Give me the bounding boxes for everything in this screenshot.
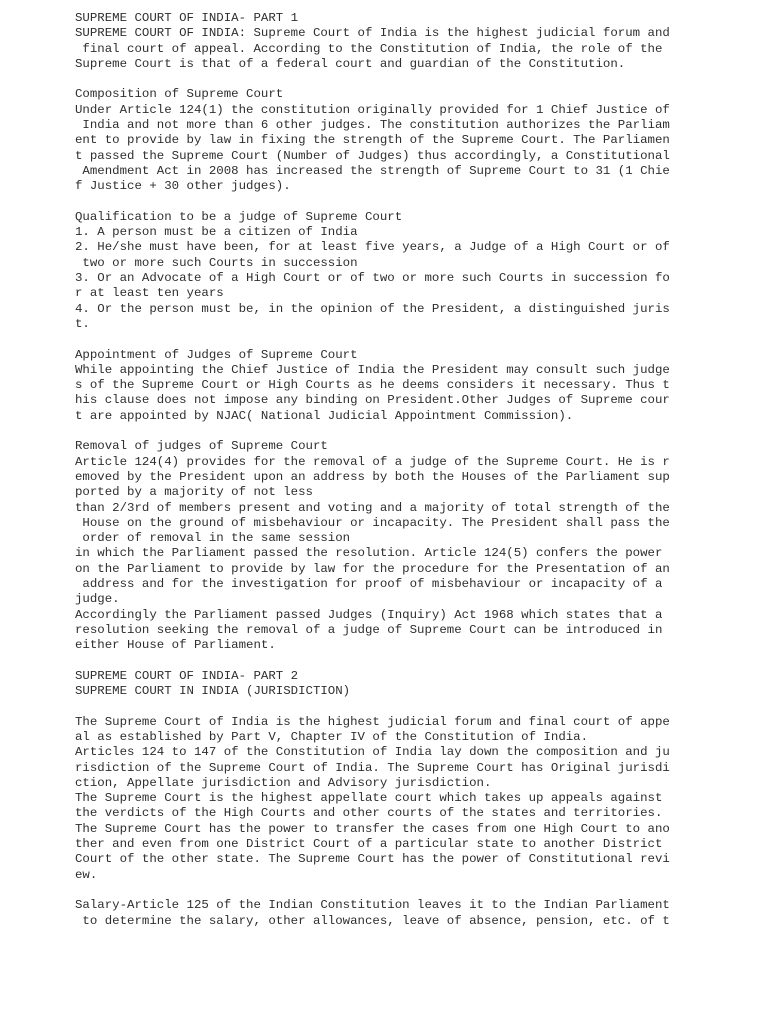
text-line: Amendment Act in 2008 has increased the strength of Supreme Court to 31 (1 Chie	[75, 163, 670, 178]
text-paragraph	[75, 715, 695, 883]
text-line: Composition of Supreme Court	[75, 87, 284, 102]
text-line: either House of Parliament.	[75, 638, 276, 653]
text-paragraph	[75, 87, 695, 194]
text-line: Under Article 124(1) the constitution originally provided for 1 Chief Justice of	[75, 102, 670, 117]
text-line: t passed the Supreme Court (Number of Judges) thus accordingly, a Constitutional	[75, 148, 670, 163]
document-body	[75, 11, 695, 929]
text-line: final court of appeal. According to the Constitution of India, the role of the	[75, 41, 663, 56]
text-line: ported by a majority of not less	[75, 485, 313, 500]
text-line: Court of the other state. The Supreme Court has the power of Constitutional revi	[75, 852, 670, 867]
text-line: s of the Supreme Court or High Courts as he deems considers it necessary. Thus t	[75, 378, 670, 393]
text-line: t.	[75, 316, 90, 331]
text-paragraph	[75, 898, 695, 929]
text-line: The Supreme Court has the power to transfer the cases from one High Court to ano	[75, 821, 670, 836]
text-line: SUPREME COURT OF INDIA- PART 1	[75, 11, 299, 25]
text-line: ew.	[75, 867, 98, 882]
text-line: on the Parliament to provide by law for the procedure for the Presentation of an	[75, 561, 670, 576]
text-line: risdiction of the Supreme Court of India. The Supreme Court has Original jurisdi	[75, 760, 670, 775]
text-line: India and not more than 6 other judges. The constitution authorizes the Parliam	[75, 118, 670, 133]
text-line: than 2/3rd of members present and voting and a majority of total strength of the	[75, 500, 670, 515]
text-line: ction, Appellate jurisdiction and Advisory jurisdiction.	[75, 775, 492, 790]
text-line: order of removal in the same session	[75, 531, 351, 546]
text-paragraph	[75, 669, 695, 700]
text-line: resolution seeking the removal of a judge of Supreme Court can be introduced in	[75, 622, 663, 637]
text-line: House on the ground of misbehaviour or incapacity. The President shall pass the	[75, 515, 670, 530]
text-line: SUPREME COURT OF INDIA- PART 2	[75, 668, 299, 683]
text-line: While appointing the Chief Justice of India the President may consult such judge	[75, 362, 670, 377]
text-line: ent to provide by law in fixing the strength of the Supreme Court. The Parliamen	[75, 133, 670, 148]
text-line: SUPREME COURT OF INDIA: Supreme Court of India is the highest judicial forum and	[75, 26, 670, 41]
text-line: address and for the investigation for proof of misbehaviour or incapacity of a	[75, 576, 663, 591]
text-line: ther and even from one District Court of a particular state to another District	[75, 837, 663, 852]
text-line: Supreme Court is that of a federal court and guardian of the Constitution.	[75, 56, 626, 71]
text-paragraph	[75, 210, 695, 332]
text-line: Salary-Article 125 of the Indian Constitution leaves it to the Indian Parliament	[75, 898, 670, 913]
text-paragraph	[75, 348, 695, 424]
text-line: r at least ten years	[75, 286, 224, 301]
text-paragraph	[75, 11, 695, 72]
text-line: emoved by the President upon an address by both the Houses of the Parliament sup	[75, 469, 670, 484]
text-line: in which the Parliament passed the resolution. Article 124(5) confers the power	[75, 546, 663, 561]
text-line: 4. Or the person must be, in the opinion of the President, a distinguished juris	[75, 301, 670, 316]
text-line: two or more such Courts in succession	[75, 255, 358, 270]
text-line: the verdicts of the High Courts and other courts of the states and territories.	[75, 806, 663, 821]
text-line: Articles 124 to 147 of the Constitution of India lay down the composition and ju	[75, 745, 670, 760]
text-line: Qualification to be a judge of Supreme Court	[75, 209, 403, 224]
text-line: 3. Or an Advocate of a High Court or of two or more such Courts in succession fo	[75, 271, 670, 286]
text-paragraph	[75, 439, 695, 653]
text-line: The Supreme Court of India is the highest judicial forum and final court of appe	[75, 714, 670, 729]
text-line: SUPREME COURT IN INDIA (JURISDICTION)	[75, 684, 351, 699]
text-line: Article 124(4) provides for the removal of a judge of the Supreme Court. He is r	[75, 454, 670, 469]
text-line: to determine the salary, other allowances, leave of absence, pension, etc. of t	[75, 913, 670, 928]
text-line: t are appointed by NJAC( National Judicial Appointment Commission).	[75, 408, 574, 423]
text-line: 2. He/she must have been, for at least five years, a Judge of a High Court or of	[75, 240, 670, 255]
text-line: his clause does not impose any binding on President.Other Judges of Supreme cour	[75, 393, 670, 408]
text-line: The Supreme Court is the highest appellate court which takes up appeals against	[75, 791, 663, 806]
text-line: judge.	[75, 592, 120, 607]
text-line: al as established by Part V, Chapter IV of the Constitution of India.	[75, 729, 589, 744]
text-line: f Justice + 30 other judges).	[75, 179, 291, 194]
text-line: Removal of judges of Supreme Court	[75, 439, 328, 454]
text-line: Appointment of Judges of Supreme Court	[75, 347, 358, 362]
text-line: Accordingly the Parliament passed Judges (Inquiry) Act 1968 which states that a	[75, 607, 663, 622]
text-line: 1. A person must be a citizen of India	[75, 225, 358, 240]
